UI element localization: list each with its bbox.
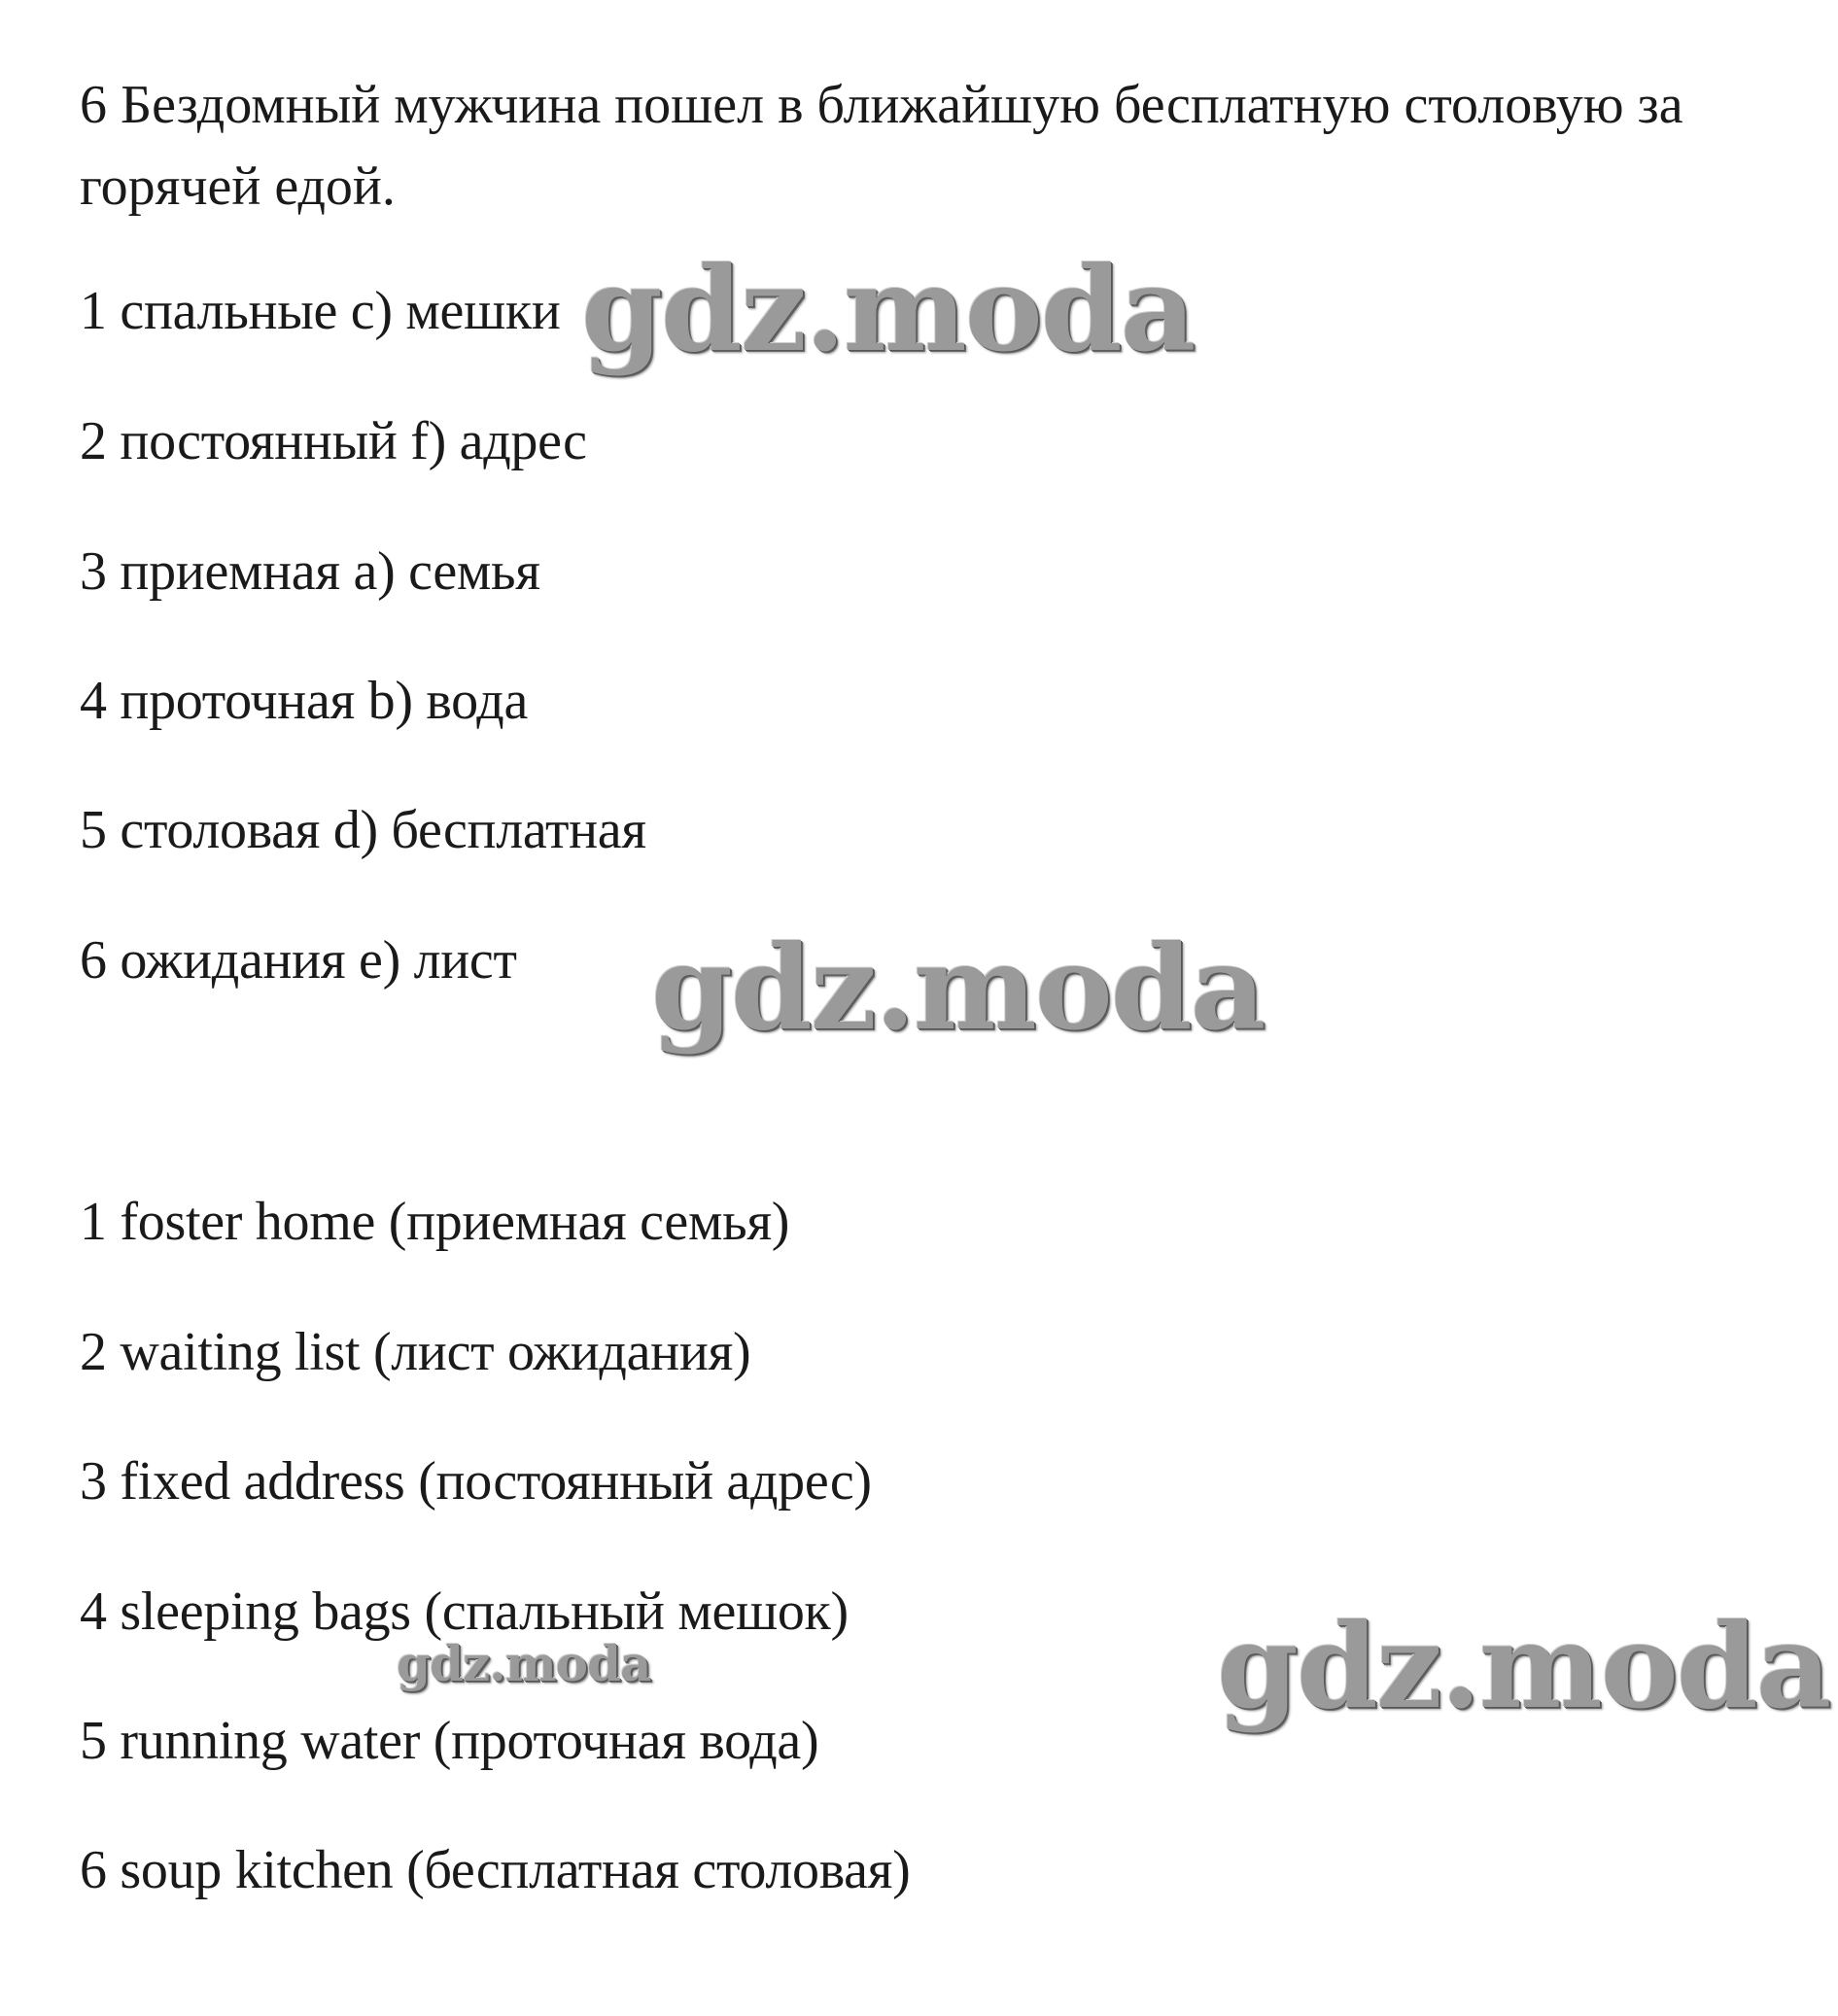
phrase-item-1: 1 foster home (приемная семья) bbox=[80, 1192, 790, 1252]
match-item-5: 5 столовая d) бесплатная bbox=[80, 800, 646, 860]
watermark-1: gdz.moda bbox=[581, 241, 1195, 378]
match-item-4: 4 проточная b) вода bbox=[80, 671, 529, 731]
match-item-1: 1 спальные c) мешки bbox=[80, 281, 561, 341]
match-item-3: 3 приемная a) семья bbox=[80, 541, 540, 602]
phrase-item-2: 2 waiting list (лист ожидания) bbox=[80, 1322, 751, 1382]
watermark-2: gdz.moda bbox=[651, 920, 1265, 1057]
watermark-4: gdz.moda bbox=[1217, 1598, 1830, 1735]
phrase-item-3: 3 fixed address (постоянный адрес) bbox=[80, 1451, 872, 1512]
phrase-item-5: 5 running water (проточная вода) bbox=[80, 1711, 819, 1771]
watermark-3: gdz.moda bbox=[397, 1635, 651, 1692]
match-item-6: 6 ожидания e) лист bbox=[80, 930, 517, 991]
phrase-item-4: 4 sleeping bags (спальный мешок) bbox=[80, 1582, 849, 1642]
match-item-2: 2 постоянный f) адрес bbox=[80, 411, 587, 471]
phrase-item-6: 6 soup kitchen (бесплатная столовая) bbox=[80, 1840, 911, 1900]
intro-sentence: 6 Бездомный мужчина пошел в ближайшую бесплатную столовую за горячей едой. bbox=[80, 75, 1683, 217]
